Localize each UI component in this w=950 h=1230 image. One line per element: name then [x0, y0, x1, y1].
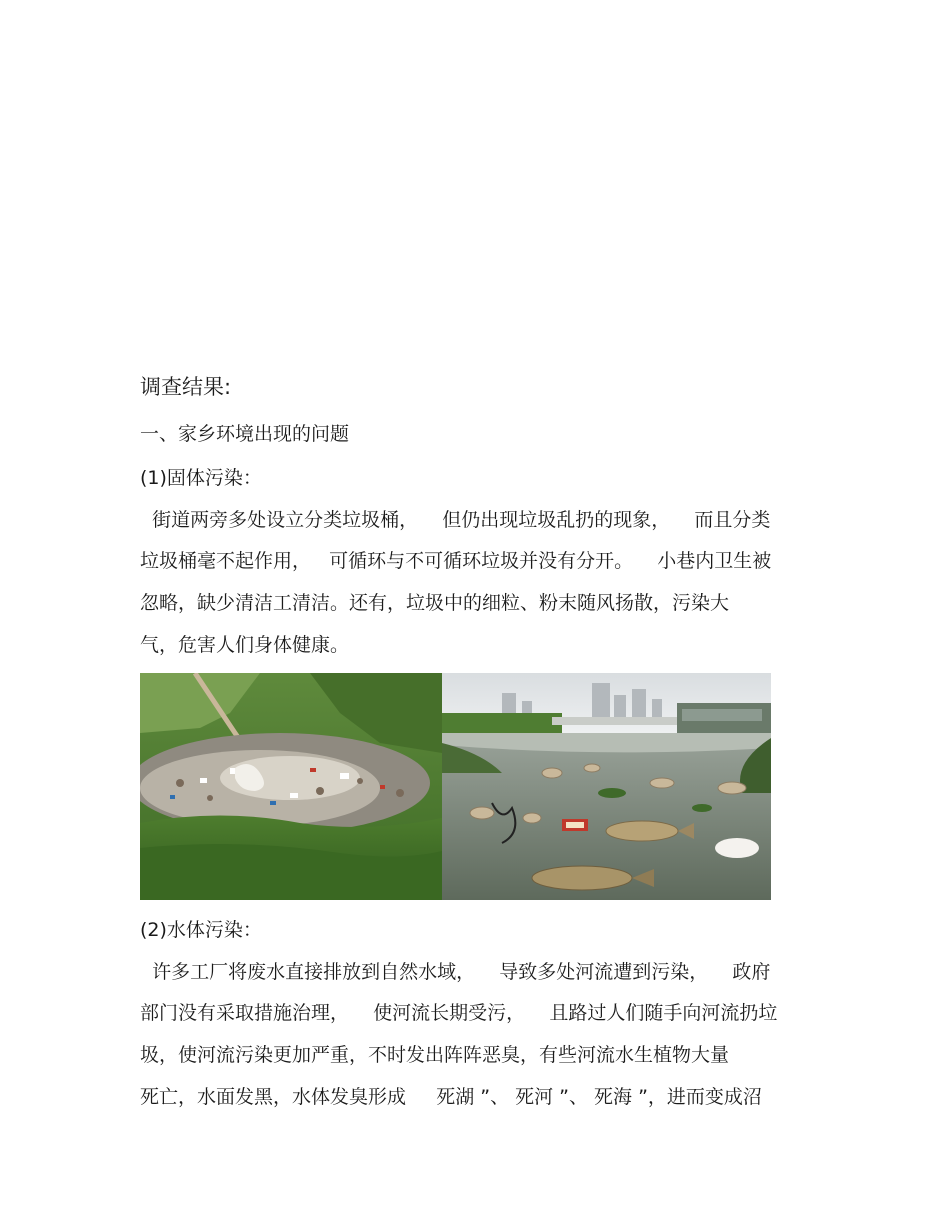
garbage-dump-photo: [140, 673, 442, 900]
paragraph-line: 忽略，缺少清洁工清洁。还有，垃圾中的细粒、粉末随风扬散，污染大: [140, 592, 730, 614]
paragraph-line: 气，危害人们身体健康。: [140, 634, 350, 656]
solid-pollution-heading: (1)固体污染：: [140, 467, 262, 489]
polluted-river-photo: [442, 673, 771, 900]
water-pollution-heading: (2)水体污染：: [140, 919, 262, 941]
paragraph-line: 垃圾桶毫不起作用， 可循环与不可循环垃圾并没有分开。 小巷内卫生被: [140, 550, 772, 572]
section-title: 调查结果:: [140, 375, 232, 399]
paragraph-line: 许多工厂将废水直接排放到自然水域， 导致多处河流遭到污染， 政府: [140, 961, 771, 983]
paragraph-line: 死亡，水面发黑，水体发臭形成 死湖 ”、 死河 ”、 死海 ”，进而变成沼: [140, 1086, 762, 1108]
paragraph-line: 圾，使河流污染更加严重，不时发出阵阵恶臭，有些河流水生植物大量: [140, 1044, 730, 1066]
paragraph-line: 街道两旁多处设立分类垃圾桶， 但仍出现垃圾乱扔的现象， 而且分类: [140, 509, 771, 531]
paragraph-line: 部门没有采取措施治理， 使河流长期受污， 且路过人们随手向河流扔垃: [140, 1002, 778, 1024]
photo-strip: [140, 673, 771, 900]
section-subtitle: 一、家乡环境出现的问题: [140, 423, 350, 445]
